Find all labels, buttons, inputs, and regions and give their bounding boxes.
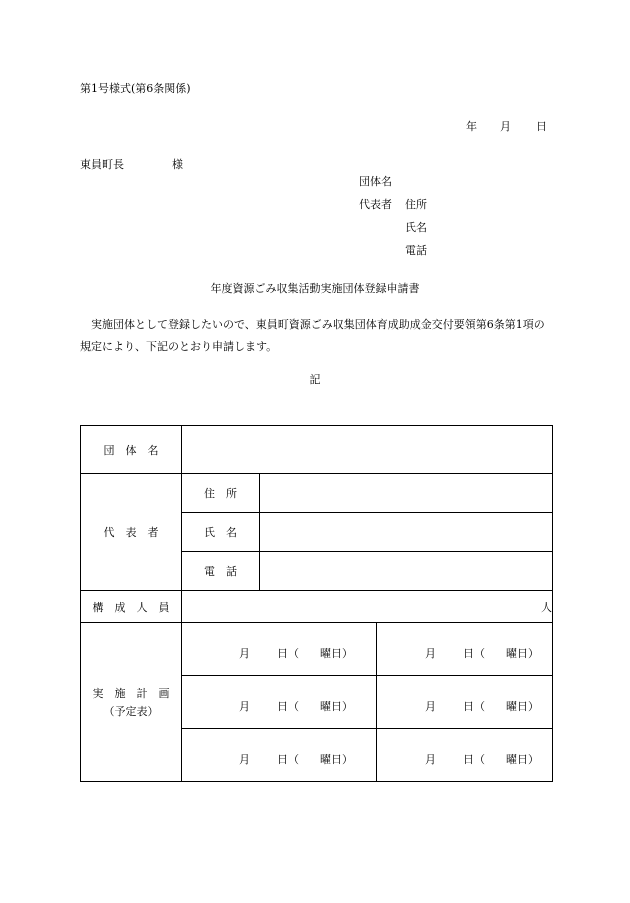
plan-month-label: 月 (425, 647, 436, 660)
plan-day-label: 日（ (463, 647, 485, 660)
address-label: 住 所 (182, 474, 260, 513)
name-label: 氏 名 (182, 513, 260, 552)
plan-date-field[interactable] (377, 676, 553, 729)
applicant-group-name-label: 団体名 (359, 175, 392, 188)
plan-date-field[interactable] (377, 729, 553, 782)
document-title: 年度資源ごみ収集活動実施団体登録申請書 (210, 282, 420, 295)
plan-weekday-label: 曜日） (506, 647, 539, 660)
body-paragraph: 実施団体として登録したいので、東員町資源ごみ収集団体育成助成金交付要領第6条第1項の規定により、下記のとおり申請します。 (80, 318, 545, 353)
date-year-label: 年 (466, 120, 477, 133)
address-field[interactable] (260, 474, 553, 513)
applicant-address-label: 住所 (405, 198, 427, 211)
members-field[interactable] (182, 591, 553, 623)
plan-month-label: 月 (239, 647, 250, 660)
table-row-group-name (81, 426, 553, 474)
plan-month-label: 月 (425, 700, 436, 713)
plan-label-line2: （予定表） (103, 705, 159, 718)
plan-weekday-label: 曜日） (506, 700, 539, 713)
plan-date-field[interactable] (182, 729, 377, 782)
plan-label (81, 623, 182, 782)
ki-heading: 記 (309, 373, 321, 386)
applicant-name-label: 氏名 (405, 221, 427, 234)
name-field[interactable] (260, 513, 553, 552)
members-unit: 人 (541, 600, 553, 614)
representative-label: 代 表 者 (81, 474, 182, 591)
plan-day-label: 日（ (277, 700, 299, 713)
plan-month-label: 月 (425, 753, 436, 766)
table-row-plan (81, 623, 553, 676)
date-month-label: 月 (500, 120, 511, 133)
applicant-phone-label: 電話 (405, 244, 427, 257)
plan-date-field[interactable] (377, 623, 553, 676)
addressee-suffix: 様 (172, 158, 183, 171)
group-name-label: 団 体 名 (81, 426, 182, 474)
phone-field[interactable] (260, 552, 553, 591)
plan-day-label: 日（ (463, 700, 485, 713)
phone-label: 電 話 (182, 552, 260, 591)
plan-weekday-label: 曜日） (506, 753, 539, 766)
table-row-members (81, 591, 553, 623)
date-day-label: 日 (536, 120, 547, 133)
plan-day-label: 日（ (277, 647, 299, 660)
plan-date-field[interactable] (182, 623, 377, 676)
members-label: 構 成 人 員 (81, 591, 182, 623)
group-name-field[interactable] (182, 426, 553, 474)
plan-weekday-label: 曜日） (320, 647, 353, 660)
applicant-representative-label: 代表者 (359, 198, 392, 211)
plan-weekday-label: 曜日） (320, 753, 353, 766)
registration-table (80, 425, 553, 782)
plan-label-line1: 実 施 計 画 (92, 687, 170, 700)
plan-month-label: 月 (239, 753, 250, 766)
plan-month-label: 月 (239, 700, 250, 713)
plan-day-label: 日（ (463, 753, 485, 766)
plan-weekday-label: 曜日） (320, 700, 353, 713)
form-number: 第1号様式(第6条関係) (80, 82, 191, 95)
addressee-name: 東員町長 (80, 158, 124, 171)
plan-date-field[interactable] (182, 676, 377, 729)
body-text (80, 314, 550, 358)
plan-day-label: 日（ (277, 753, 299, 766)
table-row-address (81, 474, 553, 513)
